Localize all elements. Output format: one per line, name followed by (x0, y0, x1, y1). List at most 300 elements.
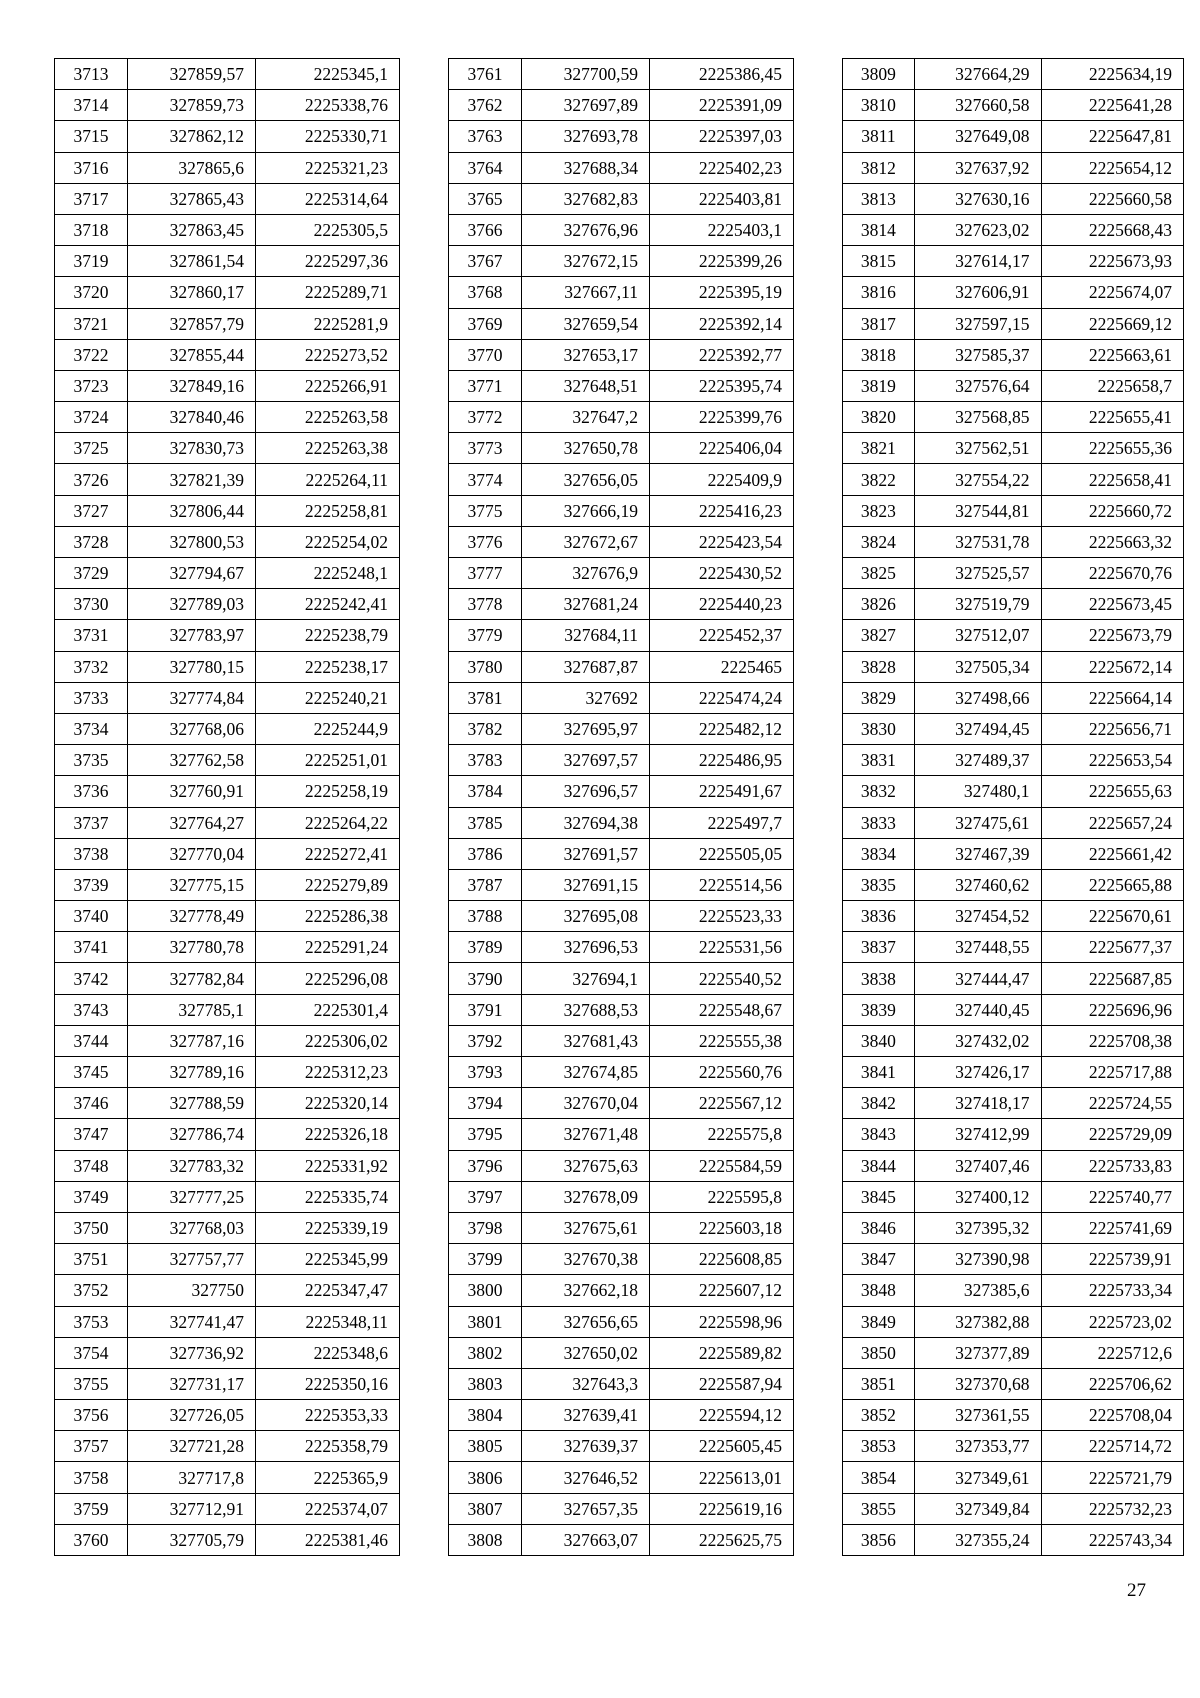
x-coordinate-cell: 327760,91 (128, 776, 256, 807)
table-row (843, 526, 1184, 557)
point-number-cell: 3792 (449, 1025, 522, 1056)
point-number-cell: 3801 (449, 1306, 522, 1337)
table-row (449, 464, 794, 495)
table-row (449, 682, 794, 713)
point-number-cell: 3785 (449, 807, 522, 838)
point-number-cell: 3853 (843, 1431, 915, 1462)
y-coordinate-cell: 2225605,45 (650, 1431, 794, 1462)
point-number-cell: 3771 (449, 370, 522, 401)
y-coordinate-cell: 2225392,14 (650, 308, 794, 339)
table-row (55, 745, 400, 776)
x-coordinate-cell: 327694,1 (522, 963, 650, 994)
x-coordinate-cell: 327664,29 (914, 59, 1041, 90)
x-coordinate-cell: 327667,11 (522, 277, 650, 308)
y-coordinate-cell: 2225286,38 (256, 901, 400, 932)
table-row (843, 807, 1184, 838)
y-coordinate-cell: 2225717,88 (1041, 1057, 1183, 1088)
x-coordinate-cell: 327695,97 (522, 713, 650, 744)
point-number-cell: 3768 (449, 277, 522, 308)
table-row (449, 1368, 794, 1399)
y-coordinate-cell: 2225402,23 (650, 152, 794, 183)
table-row (843, 1493, 1184, 1524)
x-coordinate-cell: 327688,53 (522, 994, 650, 1025)
x-coordinate-cell: 327780,78 (128, 932, 256, 963)
point-number-cell: 3721 (55, 308, 128, 339)
x-coordinate-cell: 327606,91 (914, 277, 1041, 308)
point-number-cell: 3779 (449, 620, 522, 651)
point-number-cell: 3758 (55, 1462, 128, 1493)
y-coordinate-cell: 2225365,9 (256, 1462, 400, 1493)
y-coordinate-cell: 2225708,38 (1041, 1025, 1183, 1056)
point-number-cell: 3824 (843, 526, 915, 557)
point-number-cell: 3855 (843, 1493, 915, 1524)
table-row (55, 1057, 400, 1088)
table-row (843, 901, 1184, 932)
point-number-cell: 3754 (55, 1337, 128, 1368)
table-row (55, 776, 400, 807)
y-coordinate-cell: 2225386,45 (650, 59, 794, 90)
point-number-cell: 3746 (55, 1088, 128, 1119)
y-coordinate-cell: 2225263,58 (256, 402, 400, 433)
x-coordinate-cell: 327475,61 (914, 807, 1041, 838)
table-row (55, 1431, 400, 1462)
y-coordinate-cell: 2225273,52 (256, 339, 400, 370)
point-number-cell: 3806 (449, 1462, 522, 1493)
point-number-cell: 3770 (449, 339, 522, 370)
x-coordinate-cell: 327531,78 (914, 526, 1041, 557)
y-coordinate-cell: 2225314,64 (256, 183, 400, 214)
point-number-cell: 3829 (843, 682, 915, 713)
y-coordinate-cell: 2225670,61 (1041, 901, 1183, 932)
y-coordinate-cell: 2225244,9 (256, 713, 400, 744)
x-coordinate-cell: 327672,15 (522, 246, 650, 277)
table-row (55, 214, 400, 245)
point-number-cell: 3841 (843, 1057, 915, 1088)
y-coordinate-cell: 2225660,58 (1041, 183, 1183, 214)
table-row (55, 1025, 400, 1056)
point-number-cell: 3835 (843, 869, 915, 900)
y-coordinate-cell: 2225391,09 (650, 90, 794, 121)
coordinate-table-1 (54, 58, 400, 1556)
x-coordinate-cell: 327717,8 (128, 1462, 256, 1493)
x-coordinate-cell: 327692 (522, 682, 650, 713)
table-row (449, 869, 794, 900)
y-coordinate-cell: 2225264,22 (256, 807, 400, 838)
point-number-cell: 3834 (843, 838, 915, 869)
x-coordinate-cell: 327390,98 (914, 1244, 1041, 1275)
y-coordinate-cell: 2225497,7 (650, 807, 794, 838)
y-coordinate-cell: 2225264,11 (256, 464, 400, 495)
point-number-cell: 3788 (449, 901, 522, 932)
point-number-cell: 3759 (55, 1493, 128, 1524)
y-coordinate-cell: 2225647,81 (1041, 121, 1183, 152)
point-number-cell: 3716 (55, 152, 128, 183)
y-coordinate-cell: 2225281,9 (256, 308, 400, 339)
table-row (55, 308, 400, 339)
x-coordinate-cell: 327731,17 (128, 1368, 256, 1399)
x-coordinate-cell: 327862,12 (128, 121, 256, 152)
table-row (55, 963, 400, 994)
point-number-cell: 3786 (449, 838, 522, 869)
x-coordinate-cell: 327789,16 (128, 1057, 256, 1088)
table-row (449, 963, 794, 994)
x-coordinate-cell: 327653,17 (522, 339, 650, 370)
x-coordinate-cell: 327576,64 (914, 370, 1041, 401)
table-row (843, 59, 1184, 90)
x-coordinate-cell: 327512,07 (914, 620, 1041, 651)
point-number-cell: 3773 (449, 433, 522, 464)
page-number: 27 (1127, 1580, 1146, 1601)
y-coordinate-cell: 2225708,04 (1041, 1400, 1183, 1431)
table-row (55, 1181, 400, 1212)
x-coordinate-cell: 327649,08 (914, 121, 1041, 152)
table-row (449, 651, 794, 682)
x-coordinate-cell: 327675,63 (522, 1150, 650, 1181)
x-coordinate-cell: 327840,46 (128, 402, 256, 433)
point-number-cell: 3805 (449, 1431, 522, 1462)
table-row (449, 776, 794, 807)
x-coordinate-cell: 327674,85 (522, 1057, 650, 1088)
point-number-cell: 3814 (843, 214, 915, 245)
point-number-cell: 3840 (843, 1025, 915, 1056)
table-row (843, 1368, 1184, 1399)
table-row (843, 1212, 1184, 1243)
y-coordinate-cell: 2225723,02 (1041, 1306, 1183, 1337)
point-number-cell: 3776 (449, 526, 522, 557)
x-coordinate-cell: 327448,55 (914, 932, 1041, 963)
table-row (843, 90, 1184, 121)
x-coordinate-cell: 327585,37 (914, 339, 1041, 370)
table-row (843, 214, 1184, 245)
x-coordinate-cell: 327741,47 (128, 1306, 256, 1337)
point-number-cell: 3804 (449, 1400, 522, 1431)
x-coordinate-cell: 327643,3 (522, 1368, 650, 1399)
x-coordinate-cell: 327650,78 (522, 433, 650, 464)
point-number-cell: 3816 (843, 277, 915, 308)
point-number-cell: 3817 (843, 308, 915, 339)
x-coordinate-cell: 327736,92 (128, 1337, 256, 1368)
x-coordinate-cell: 327407,46 (914, 1150, 1041, 1181)
table-row (843, 277, 1184, 308)
table-row (55, 682, 400, 713)
y-coordinate-cell: 2225465 (650, 651, 794, 682)
y-coordinate-cell: 2225397,03 (650, 121, 794, 152)
x-coordinate-cell: 327519,79 (914, 589, 1041, 620)
point-number-cell: 3808 (449, 1524, 522, 1555)
table-row (843, 433, 1184, 464)
y-coordinate-cell: 2225399,26 (650, 246, 794, 277)
coordinate-table-2 (448, 58, 794, 1556)
point-number-cell: 3823 (843, 495, 915, 526)
x-coordinate-cell: 327688,34 (522, 152, 650, 183)
x-coordinate-cell: 327663,07 (522, 1524, 650, 1555)
y-coordinate-cell: 2225338,76 (256, 90, 400, 121)
point-number-cell: 3811 (843, 121, 915, 152)
y-coordinate-cell: 2225696,96 (1041, 994, 1183, 1025)
y-coordinate-cell: 2225301,4 (256, 994, 400, 1025)
point-number-cell: 3727 (55, 495, 128, 526)
table-row (843, 776, 1184, 807)
y-coordinate-cell: 2225658,7 (1041, 370, 1183, 401)
point-number-cell: 3762 (449, 90, 522, 121)
y-coordinate-cell: 2225733,34 (1041, 1275, 1183, 1306)
table-row (449, 1493, 794, 1524)
table-row (55, 1275, 400, 1306)
x-coordinate-cell: 327764,27 (128, 807, 256, 838)
x-coordinate-cell: 327385,6 (914, 1275, 1041, 1306)
y-coordinate-cell: 2225238,17 (256, 651, 400, 682)
x-coordinate-cell: 327639,41 (522, 1400, 650, 1431)
point-number-cell: 3740 (55, 901, 128, 932)
y-coordinate-cell: 2225289,71 (256, 277, 400, 308)
x-coordinate-cell: 327349,61 (914, 1462, 1041, 1493)
y-coordinate-cell: 2225514,56 (650, 869, 794, 900)
table-row (843, 152, 1184, 183)
y-coordinate-cell: 2225251,01 (256, 745, 400, 776)
table-row (55, 464, 400, 495)
x-coordinate-cell: 327859,57 (128, 59, 256, 90)
table-row (843, 589, 1184, 620)
table-row (449, 994, 794, 1025)
y-coordinate-cell: 2225320,14 (256, 1088, 400, 1119)
table-row (55, 994, 400, 1025)
table-row (55, 1493, 400, 1524)
point-number-cell: 3732 (55, 651, 128, 682)
point-number-cell: 3813 (843, 183, 915, 214)
table-row (449, 90, 794, 121)
y-coordinate-cell: 2225242,41 (256, 589, 400, 620)
coordinate-tables (54, 58, 1184, 1638)
table-row (449, 308, 794, 339)
point-number-cell: 3791 (449, 994, 522, 1025)
y-coordinate-cell: 2225619,16 (650, 1493, 794, 1524)
y-coordinate-cell: 2225687,85 (1041, 963, 1183, 994)
point-number-cell: 3849 (843, 1306, 915, 1337)
point-number-cell: 3724 (55, 402, 128, 433)
y-coordinate-cell: 2225326,18 (256, 1119, 400, 1150)
y-coordinate-cell: 2225348,6 (256, 1337, 400, 1368)
point-number-cell: 3761 (449, 59, 522, 90)
y-coordinate-cell: 2225712,6 (1041, 1337, 1183, 1368)
x-coordinate-cell: 327694,38 (522, 807, 650, 838)
x-coordinate-cell: 327768,06 (128, 713, 256, 744)
y-coordinate-cell: 2225452,37 (650, 620, 794, 651)
table-row (55, 1119, 400, 1150)
y-coordinate-cell: 2225733,83 (1041, 1150, 1183, 1181)
table-row (843, 994, 1184, 1025)
point-number-cell: 3820 (843, 402, 915, 433)
x-coordinate-cell: 327693,78 (522, 121, 650, 152)
y-coordinate-cell: 2225381,46 (256, 1524, 400, 1555)
y-coordinate-cell: 2225392,77 (650, 339, 794, 370)
table-row (55, 246, 400, 277)
table-row (843, 932, 1184, 963)
point-number-cell: 3807 (449, 1493, 522, 1524)
point-number-cell: 3794 (449, 1088, 522, 1119)
x-coordinate-cell: 327648,51 (522, 370, 650, 401)
point-number-cell: 3844 (843, 1150, 915, 1181)
table-row (449, 1025, 794, 1056)
x-coordinate-cell: 327353,77 (914, 1431, 1041, 1462)
table-row (449, 589, 794, 620)
y-coordinate-cell: 2225348,11 (256, 1306, 400, 1337)
table-row (449, 1431, 794, 1462)
x-coordinate-cell: 327370,68 (914, 1368, 1041, 1399)
point-number-cell: 3715 (55, 121, 128, 152)
x-coordinate-cell: 327666,19 (522, 495, 650, 526)
point-number-cell: 3734 (55, 713, 128, 744)
table-row (449, 1275, 794, 1306)
y-coordinate-cell: 2225673,93 (1041, 246, 1183, 277)
x-coordinate-cell: 327650,02 (522, 1337, 650, 1368)
point-number-cell: 3742 (55, 963, 128, 994)
y-coordinate-cell: 2225474,24 (650, 682, 794, 713)
y-coordinate-cell: 2225248,1 (256, 558, 400, 589)
x-coordinate-cell: 327691,57 (522, 838, 650, 869)
table-row (449, 1088, 794, 1119)
table-row (843, 745, 1184, 776)
x-coordinate-cell: 327440,45 (914, 994, 1041, 1025)
y-coordinate-cell: 2225321,23 (256, 152, 400, 183)
x-coordinate-cell: 327498,66 (914, 682, 1041, 713)
x-coordinate-cell: 327806,44 (128, 495, 256, 526)
x-coordinate-cell: 327697,57 (522, 745, 650, 776)
x-coordinate-cell: 327349,84 (914, 1493, 1041, 1524)
table-row (55, 1462, 400, 1493)
table-row (449, 152, 794, 183)
y-coordinate-cell: 2225663,32 (1041, 526, 1183, 557)
point-number-cell: 3831 (843, 745, 915, 776)
x-coordinate-cell: 327623,02 (914, 214, 1041, 245)
point-number-cell: 3765 (449, 183, 522, 214)
point-number-cell: 3749 (55, 1181, 128, 1212)
x-coordinate-cell: 327568,85 (914, 402, 1041, 433)
x-coordinate-cell: 327489,37 (914, 745, 1041, 776)
x-coordinate-cell: 327525,57 (914, 558, 1041, 589)
point-number-cell: 3743 (55, 994, 128, 1025)
table-row (843, 1088, 1184, 1119)
y-coordinate-cell: 2225399,76 (650, 402, 794, 433)
x-coordinate-cell: 327505,34 (914, 651, 1041, 682)
point-number-cell: 3827 (843, 620, 915, 651)
table-row (449, 277, 794, 308)
y-coordinate-cell: 2225669,12 (1041, 308, 1183, 339)
table-row (843, 1244, 1184, 1275)
table-row (449, 1150, 794, 1181)
y-coordinate-cell: 2225706,62 (1041, 1368, 1183, 1399)
table-row (843, 1119, 1184, 1150)
y-coordinate-cell: 2225608,85 (650, 1244, 794, 1275)
y-coordinate-cell: 2225741,69 (1041, 1212, 1183, 1243)
y-coordinate-cell: 2225664,14 (1041, 682, 1183, 713)
x-coordinate-cell: 327681,43 (522, 1025, 650, 1056)
y-coordinate-cell: 2225238,79 (256, 620, 400, 651)
table-row (449, 183, 794, 214)
point-number-cell: 3825 (843, 558, 915, 589)
x-coordinate-cell: 327671,48 (522, 1119, 650, 1150)
point-number-cell: 3714 (55, 90, 128, 121)
x-coordinate-cell: 327656,05 (522, 464, 650, 495)
y-coordinate-cell: 2225505,05 (650, 838, 794, 869)
table-row (843, 869, 1184, 900)
table-row (55, 59, 400, 90)
x-coordinate-cell: 327757,77 (128, 1244, 256, 1275)
y-coordinate-cell: 2225272,41 (256, 838, 400, 869)
y-coordinate-cell: 2225724,55 (1041, 1088, 1183, 1119)
y-coordinate-cell: 2225406,04 (650, 433, 794, 464)
table-row (55, 277, 400, 308)
point-number-cell: 3793 (449, 1057, 522, 1088)
table-row (55, 558, 400, 589)
point-number-cell: 3795 (449, 1119, 522, 1150)
table-row (55, 1400, 400, 1431)
table-row (843, 1400, 1184, 1431)
y-coordinate-cell: 2225594,12 (650, 1400, 794, 1431)
y-coordinate-cell: 2225347,47 (256, 1275, 400, 1306)
point-number-cell: 3797 (449, 1181, 522, 1212)
x-coordinate-cell: 327788,59 (128, 1088, 256, 1119)
point-number-cell: 3821 (843, 433, 915, 464)
table-row (449, 246, 794, 277)
x-coordinate-cell: 327637,92 (914, 152, 1041, 183)
x-coordinate-cell: 327395,32 (914, 1212, 1041, 1243)
point-number-cell: 3803 (449, 1368, 522, 1399)
point-number-cell: 3787 (449, 869, 522, 900)
y-coordinate-cell: 2225668,43 (1041, 214, 1183, 245)
x-coordinate-cell: 327696,57 (522, 776, 650, 807)
table-row (55, 651, 400, 682)
point-number-cell: 3802 (449, 1337, 522, 1368)
table-row (55, 152, 400, 183)
table-row (55, 869, 400, 900)
table-row (449, 1337, 794, 1368)
point-number-cell: 3822 (843, 464, 915, 495)
table-row (843, 402, 1184, 433)
point-number-cell: 3720 (55, 277, 128, 308)
table-row (843, 1524, 1184, 1555)
table-row (449, 214, 794, 245)
point-number-cell: 3725 (55, 433, 128, 464)
point-number-cell: 3744 (55, 1025, 128, 1056)
x-coordinate-cell: 327821,39 (128, 464, 256, 495)
y-coordinate-cell: 2225634,19 (1041, 59, 1183, 90)
x-coordinate-cell: 327672,67 (522, 526, 650, 557)
x-coordinate-cell: 327865,43 (128, 183, 256, 214)
table-row (449, 1462, 794, 1493)
table-row (843, 713, 1184, 744)
table-row (55, 1212, 400, 1243)
y-coordinate-cell: 2225587,94 (650, 1368, 794, 1399)
point-number-cell: 3828 (843, 651, 915, 682)
x-coordinate-cell: 327775,15 (128, 869, 256, 900)
y-coordinate-cell: 2225345,1 (256, 59, 400, 90)
point-number-cell: 3790 (449, 963, 522, 994)
point-number-cell: 3772 (449, 402, 522, 433)
table-row (449, 1244, 794, 1275)
x-coordinate-cell: 327783,32 (128, 1150, 256, 1181)
x-coordinate-cell: 327418,17 (914, 1088, 1041, 1119)
point-number-cell: 3848 (843, 1275, 915, 1306)
y-coordinate-cell: 2225395,19 (650, 277, 794, 308)
table-row (449, 59, 794, 90)
table-row (55, 1337, 400, 1368)
x-coordinate-cell: 327750 (128, 1275, 256, 1306)
x-coordinate-cell: 327830,73 (128, 433, 256, 464)
table-row (843, 464, 1184, 495)
x-coordinate-cell: 327786,74 (128, 1119, 256, 1150)
y-coordinate-cell: 2225560,76 (650, 1057, 794, 1088)
y-coordinate-cell: 2225416,23 (650, 495, 794, 526)
